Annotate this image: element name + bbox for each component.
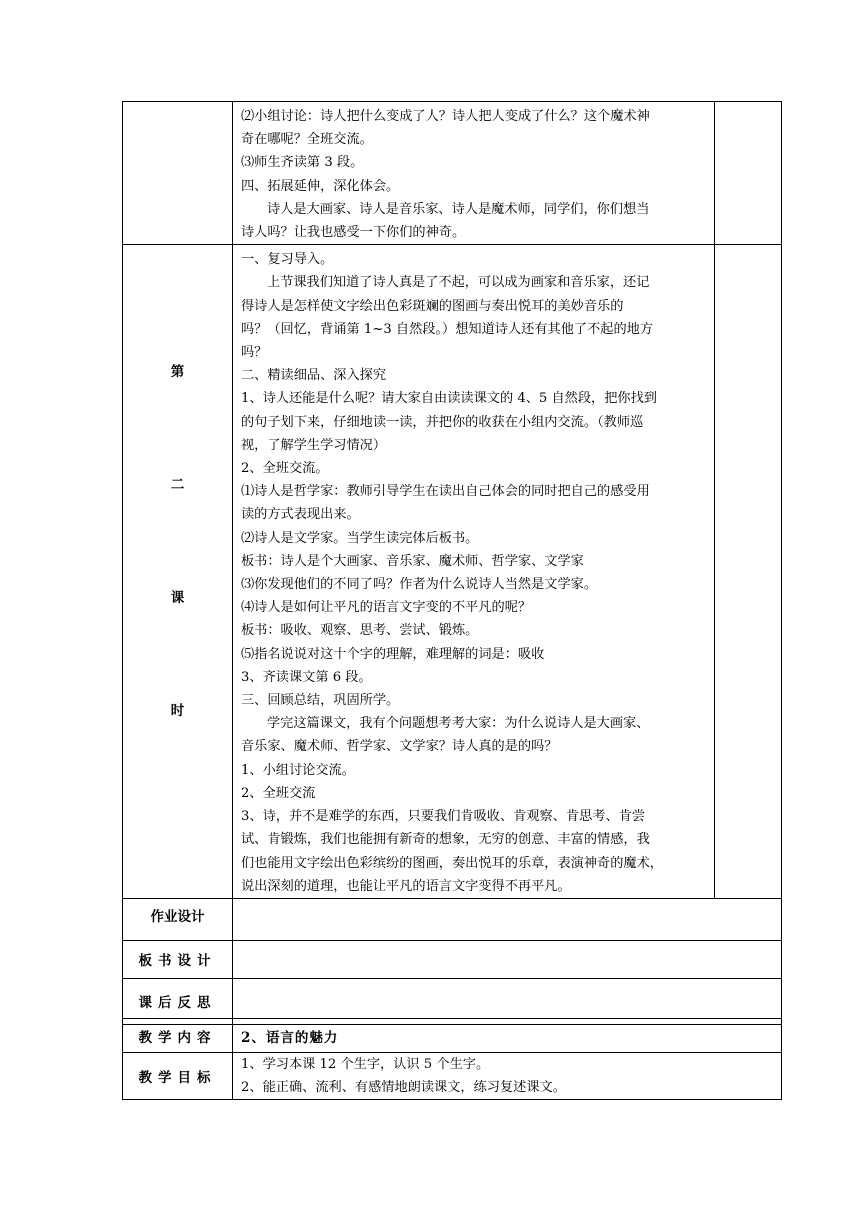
- table-row: [123, 1053, 782, 1100]
- teaching-content-label: 教学内容: [123, 1019, 233, 1053]
- board-design-label: 板书设计: [123, 940, 233, 978]
- text-line: 说出深刻的道理，也能让平凡的语言文字变得不再平凡。: [241, 878, 571, 894]
- text-line: 试、肯锻炼，我们也能拥有新奇的想象，无穷的创意、丰富的情感，我: [241, 832, 650, 848]
- text-line: 3、诗，并不是难学的东西，只要我们肯吸收、肯观察、肯思考、肯尝: [241, 809, 646, 825]
- table-row: [123, 245, 782, 899]
- text-line: 吗？（回忆，背诵第 1~3 自然段。）想知道诗人还有其他了不起的地方: [241, 321, 654, 337]
- text-line: 1、诗人还能是什么呢？请大家自由读读课文的 4、5 自然段，把你找到: [241, 391, 657, 407]
- homework-label: 作业设计: [123, 898, 233, 940]
- text-line: 奇在哪呢？全班交流。: [241, 132, 373, 148]
- teaching-goals-label: 教学目标: [123, 1053, 233, 1100]
- homework-cell: [233, 898, 782, 940]
- table-row: [123, 898, 782, 940]
- table-row: [123, 1019, 782, 1053]
- text-line: 读的方式表现出来。: [241, 507, 360, 523]
- text-line: 二、精读细品、深入探究: [241, 368, 387, 384]
- empty-cell: [123, 102, 233, 245]
- lesson-label-char: 课: [170, 590, 185, 607]
- text-line: 3、齐读课文第 6 段。: [241, 669, 372, 685]
- text-line: 音乐家、魔术师、哲学家、文学家？诗人真的是的吗？: [241, 739, 558, 755]
- text-line: 学完这篇课文，我有个问题想考考大家：为什么说诗人是大画家、: [267, 716, 650, 732]
- lesson-period-label: [123, 245, 233, 899]
- lesson-label-char: 二: [170, 477, 185, 494]
- text-line: ⑴诗人是哲学家：教师引导学生在读出自己体会的同时把自己的感受用: [241, 484, 650, 500]
- content-cell: [233, 102, 715, 245]
- text-line: 板书：吸收、观察、思考、尝试、锻炼。: [241, 623, 479, 639]
- teaching-content-value: 2、语言的魅力: [233, 1019, 782, 1053]
- content-cell: [233, 245, 715, 899]
- text-line: ⑵小组讨论：诗人把什么变成了人？诗人把人变成了什么？这个魔术神: [241, 109, 650, 124]
- lesson-label-char: 第: [170, 364, 185, 381]
- text-line: 板书：诗人是个大画家、音乐家、魔术师、哲学家、文学家: [241, 553, 584, 569]
- text-line: 2、能正确、流利、有感情地朗读课文，练习复述课文。: [241, 1080, 566, 1096]
- reflection-label: 课后反思: [123, 978, 233, 1024]
- text-line: ⑵诗人是文学家。当学生读完体后板书。: [241, 530, 479, 546]
- empty-cell: [715, 245, 782, 899]
- lesson-info-table: [122, 1018, 782, 1100]
- text-line: 1、小组讨论交流。: [241, 762, 355, 778]
- text-line: 的句子划下来，仔细地读一读，并把你的收获在小组内交流。（教师巡: [241, 414, 644, 430]
- text-line: 一、复习导入。: [241, 252, 334, 268]
- table-row: [123, 940, 782, 978]
- text-line: 1、学习本课 12 个生字，认识 5 个生字。: [241, 1057, 490, 1072]
- text-line: ⑶师生齐读第 3 段。: [241, 155, 364, 171]
- text-line: 们也能用文字绘出色彩缤纷的图画，奏出悦耳的乐章，表演神奇的魔术，: [241, 855, 663, 871]
- text-line: ⑷诗人是如何让平凡的语言文字变的不平凡的呢？: [241, 600, 532, 616]
- board-design-cell: [233, 940, 782, 978]
- text-line: 2、全班交流: [241, 785, 316, 801]
- text-line: 2、全班交流。: [241, 461, 329, 477]
- text-line: 三、回顾总结，巩固所学。: [241, 693, 400, 709]
- table-row: [123, 102, 782, 245]
- text-line: ⑶你发现他们的不同了吗？作者为什么说诗人当然是文学家。: [241, 577, 598, 593]
- text-line: 诗人是大画家、诗人是音乐家、诗人是魔术师，同学们，你们想当: [267, 201, 650, 217]
- text-line: 得诗人是怎样使文字绘出色彩斑斓的图画与奏出悦耳的美妙音乐的: [241, 298, 624, 314]
- empty-cell: [715, 102, 782, 245]
- text-line: 吗？: [241, 345, 268, 361]
- lesson-label-char: 时: [170, 703, 185, 720]
- text-line: 上节课我们知道了诗人真是了不起，可以成为画家和音乐家，还记: [267, 275, 650, 291]
- text-line: ⑸指名说说对这十个字的理解，难理解的词是：吸收: [241, 646, 545, 662]
- text-line: 视，了解学生学习情况）: [241, 437, 387, 453]
- text-line: 诗人吗？让我也感受一下你们的神奇。: [241, 225, 466, 241]
- text-line: 四、拓展延伸，深化体会。: [241, 178, 400, 194]
- teaching-goals-cell: [233, 1053, 782, 1100]
- lesson-plan-table: [122, 101, 782, 1025]
